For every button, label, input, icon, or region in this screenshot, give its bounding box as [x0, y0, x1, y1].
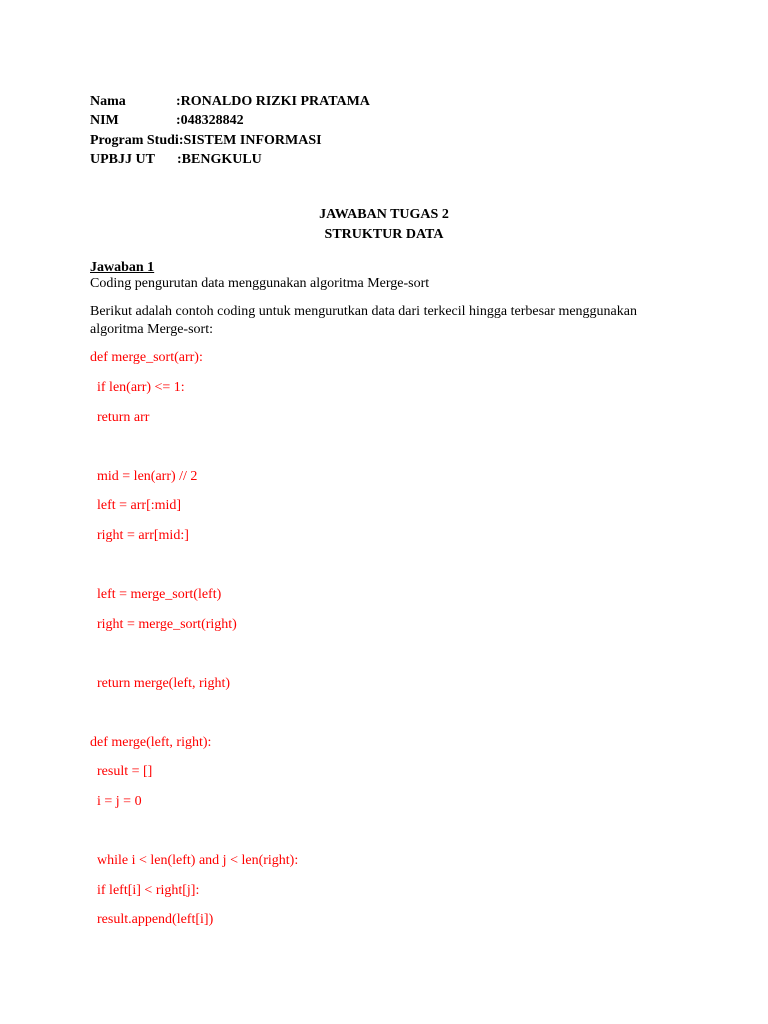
code-line: while i < len(left) and j < len(right): — [97, 853, 299, 868]
nama-row — [90, 92, 370, 111]
prodi-label: Program Studi — [90, 132, 179, 148]
upbjj-value: :BENGKULU — [177, 151, 262, 167]
code-line: mid = len(arr) // 2 — [97, 469, 198, 484]
code-line: i = j = 0 — [97, 794, 142, 809]
code-line: return merge(left, right) — [97, 676, 231, 691]
code-line: if left[i] < right[j]: — [97, 883, 200, 898]
code-line: right = arr[mid:] — [97, 528, 189, 543]
code-line: left = arr[:mid] — [97, 498, 182, 513]
student-info — [90, 92, 370, 169]
nama-label: Nama — [90, 94, 126, 109]
prodi-value: :SISTEM INFORMASI — [178, 132, 322, 148]
code-line: right = merge_sort(right) — [97, 617, 237, 632]
prodi-row — [90, 131, 370, 150]
upbjj-label: UPBJJ UT — [90, 151, 155, 167]
title-line-1: JAWABAN TUGAS 2 — [319, 207, 449, 222]
title-line-2: STRUKTUR DATA — [324, 227, 444, 242]
nama-value: :RONALDO RIZKI PRATAMA — [176, 94, 370, 109]
nim-label: NIM — [90, 113, 119, 129]
answer-subtitle: Coding pengurutan data menggunakan algoritma Merge-sort — [90, 276, 430, 291]
code-line: left = merge_sort(left) — [97, 587, 222, 602]
upbjj-row — [90, 150, 370, 169]
code-line: result.append(left[i]) — [97, 912, 214, 927]
answer-heading: Jawaban 1 — [90, 260, 155, 275]
nim-row — [90, 111, 370, 130]
code-line: def merge_sort(arr): — [90, 350, 203, 365]
code-line: return arr — [97, 410, 150, 425]
intro-paragraph: Berikut adalah contoh coding untuk mengurutkan data dari terkecil hingga terbesar menggunakan algoritma Merge-sort: — [90, 304, 637, 337]
nim-value: :048328842 — [176, 113, 244, 129]
code-line: result = [] — [97, 764, 153, 779]
code-line: if len(arr) <= 1: — [97, 380, 185, 395]
document-title — [0, 205, 768, 245]
code-line: def merge(left, right): — [90, 735, 212, 750]
